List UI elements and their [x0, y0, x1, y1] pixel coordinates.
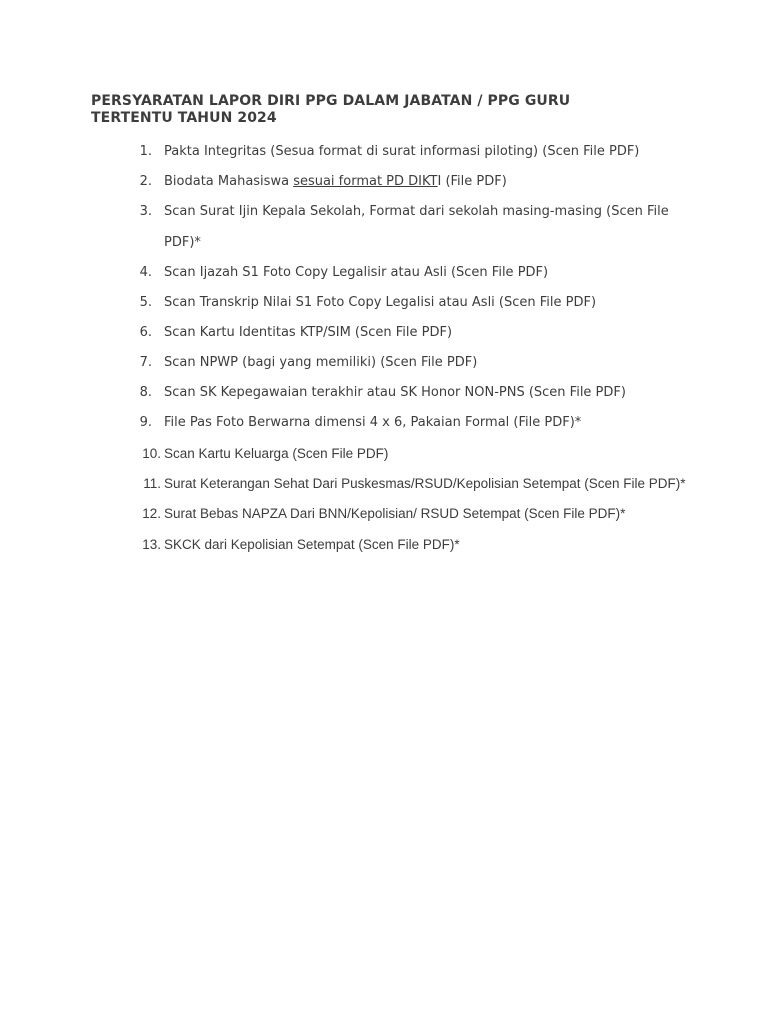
list-item-text: Scan SK Kepegawaian terakhir atau SK Honor NON-PNS (Scen File PDF)	[164, 385, 626, 400]
list-item-text-continuation: PDF)*	[164, 235, 201, 250]
list-item-text: Pakta Integritas (Sesua format di surat informasi piloting) (Scen File PDF)	[164, 144, 640, 159]
list-item-number: 12.	[142, 506, 161, 521]
list-item-text: Scan Transkrip Nilai S1 Foto Copy Legalisi atau Asli (Scen File PDF)	[164, 295, 597, 310]
list-item-number: 13.	[142, 537, 161, 552]
list-item-number: 9.	[139, 415, 152, 430]
list-item-text: File Pas Foto Berwarna dimensi 4 x 6, Pakaian Formal (File PDF)*	[164, 415, 582, 430]
list-item-text: Surat Keterangan Sehat Dari Puskesmas/RSUD/Kepolisian Setempat (Scen File PDF)*	[164, 476, 686, 491]
list-item-number: 2.	[139, 174, 152, 189]
list-item-text: Scan Kartu Keluarga (Scen File PDF)	[164, 446, 389, 461]
list-item-text-after: I (File PDF)	[437, 174, 507, 189]
list-item-number: 7.	[139, 355, 152, 370]
pd-dikti-format-link[interactable]: sesuai format PD DIKT	[293, 174, 438, 189]
list-item-number: 4.	[139, 265, 152, 280]
document-title	[91, 93, 651, 127]
list-item-text: Surat Bebas NAPZA Dari BNN/Kepolisian/ RSUD Setempat (Scen File PDF)*	[164, 506, 626, 521]
list-item-text: SKCK dari Kepolisian Setempat (Scen File PDF)*	[164, 537, 460, 552]
list-item-text	[164, 174, 507, 189]
list-item-text: Scan Ijazah S1 Foto Copy Legalisir atau Asli (Scen File PDF)	[164, 265, 549, 280]
list-item-text-before: Biodata Mahasiswa	[164, 174, 294, 189]
list-item-number: 3.	[139, 204, 152, 219]
list-item-number: 8.	[139, 385, 152, 400]
list-item-number: 5.	[139, 295, 152, 310]
document-title-line-1: PERSYARATAN LAPOR DIRI PPG DALAM JABATAN / PPG GURU	[91, 93, 571, 109]
list-item-number: 10.	[142, 446, 161, 461]
list-item-number: 11.	[143, 476, 161, 491]
list-item-text: Scan Surat Ijin Kepala Sekolah, Format dari sekolah masing-masing (Scen File	[164, 204, 669, 219]
list-item-number: 6.	[139, 325, 152, 340]
list-item-number: 1.	[139, 144, 152, 159]
list-item-text: Scan Kartu Identitas KTP/SIM (Scen File PDF)	[164, 325, 453, 340]
document-title-line-2: TERTENTU TAHUN 2024	[91, 110, 277, 126]
list-item-text: Scan NPWP (bagi yang memiliki) (Scen File PDF)	[164, 355, 478, 370]
